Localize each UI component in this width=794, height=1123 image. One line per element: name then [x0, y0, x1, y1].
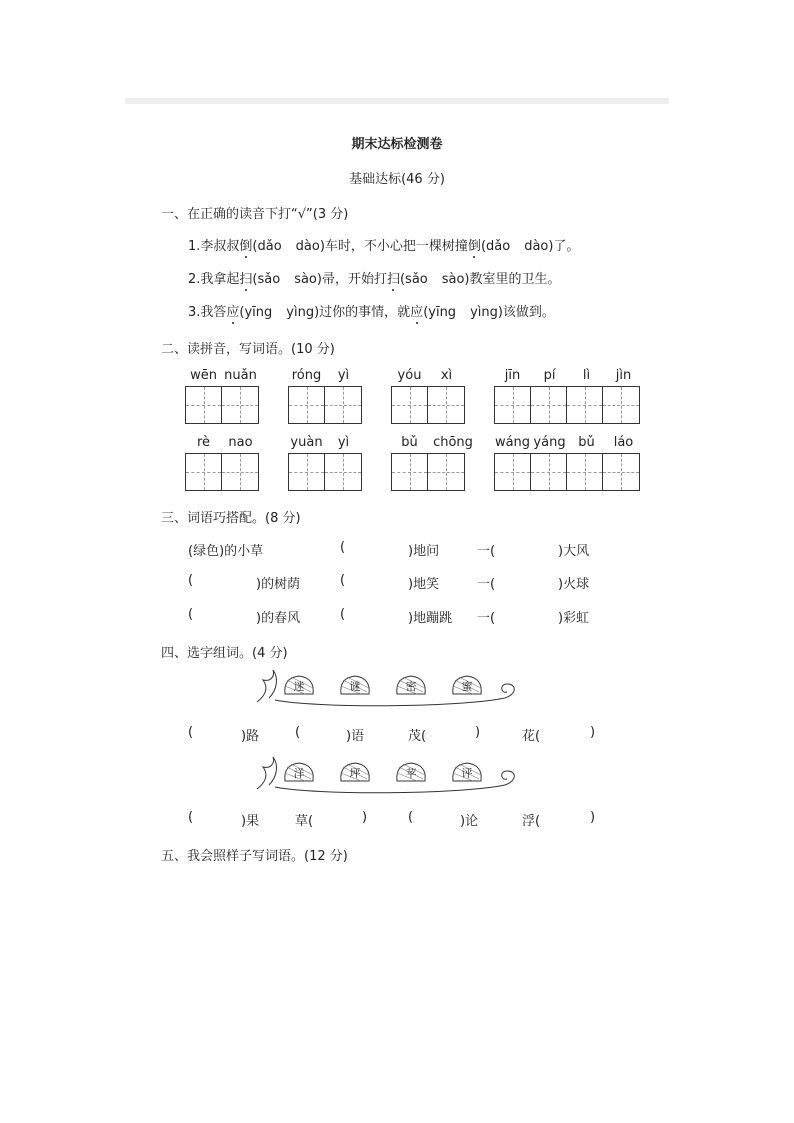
match-cell: )彩虹: [558, 611, 590, 626]
item-text: sào)教室里的卫生。: [441, 272, 561, 287]
pinyin-syllable: rè: [196, 435, 211, 450]
character-banner-1: [255, 668, 520, 708]
item-text: dào)了。: [524, 239, 580, 254]
word-part: )果: [241, 814, 260, 829]
word-part: )路: [241, 729, 260, 744]
match-cell: )地笑: [408, 577, 440, 592]
pinyin-syllable: yuàn: [290, 435, 323, 450]
pinyin-syllable: chōng: [433, 435, 473, 450]
writing-grid[interactable]: [494, 453, 640, 491]
word-part[interactable]: 浮(: [522, 814, 541, 829]
match-cell: )地问: [408, 544, 440, 559]
pinyin-syllable: nuǎn: [224, 368, 257, 383]
banner-char: 洋: [293, 767, 305, 780]
pinyin-syllable: pí: [543, 368, 556, 383]
banner-char: 评: [461, 767, 473, 780]
writing-grid[interactable]: [288, 453, 362, 491]
dotted-char: 扫: [239, 268, 252, 287]
page-title: 期末达标检测卷: [351, 137, 443, 152]
section1-heading: 一、在正确的读音下打“√”(3 分): [161, 207, 349, 222]
pinyin-option: (yīng: [423, 305, 457, 320]
pinyin-syllable: jìn: [615, 368, 632, 383]
word-part[interactable]: 草(: [295, 814, 314, 829]
banner-char: 谜: [349, 680, 361, 693]
match-cell[interactable]: 一(: [477, 577, 496, 592]
pinyin-syllable: lì: [582, 368, 591, 383]
section1-item-1: [188, 235, 579, 254]
top-divider-bar: [125, 98, 669, 104]
banner-char: 苹: [405, 767, 417, 780]
pinyin-syllable: bǔ: [578, 435, 595, 450]
pinyin-option: (sǎo: [252, 272, 281, 287]
section2-heading: 二、读拼音，写词语。(10 分): [161, 342, 335, 357]
section1-item-2: [188, 268, 561, 287]
pinyin-syllable: yáng: [533, 435, 566, 450]
match-cell: )的春风: [256, 611, 301, 626]
pinyin-option: (yīng: [239, 305, 273, 320]
writing-grid[interactable]: [391, 453, 465, 491]
item-text: 1.李叔叔: [188, 239, 240, 254]
pinyin-option: (dǎo: [480, 239, 511, 254]
word-part: )论: [460, 814, 479, 829]
section4-heading: 四、选字组词。(4 分): [161, 646, 288, 661]
match-cell[interactable]: (: [340, 540, 346, 555]
item-text: 2.我拿起: [188, 272, 240, 287]
section5-heading: 五、我会照样子写词语。(12 分): [161, 849, 348, 864]
blank-open[interactable]: (: [295, 725, 301, 740]
writing-grid[interactable]: [185, 453, 259, 491]
match-cell: )的树荫: [256, 577, 301, 592]
match-cell: (绿色)的小草: [188, 544, 264, 559]
dotted-char: 扫: [387, 268, 400, 287]
match-cell: )地蹦跳: [408, 611, 453, 626]
match-cell[interactable]: (: [188, 607, 194, 622]
match-cell[interactable]: 一(: [477, 544, 496, 559]
banner-char: 坪: [349, 767, 361, 780]
word-part[interactable]: 茂(: [408, 729, 427, 744]
section3-heading: 三、词语巧搭配。(8 分): [161, 511, 301, 526]
match-cell[interactable]: (: [340, 573, 346, 588]
writing-grid[interactable]: [494, 386, 640, 424]
word-part[interactable]: 花(: [522, 729, 541, 744]
item-text: yìng)过你的事情，就: [286, 305, 411, 320]
writing-grid[interactable]: [391, 386, 465, 424]
blank-open[interactable]: (: [188, 810, 194, 825]
dotted-char: 应: [410, 301, 423, 320]
item-text: yìng)该做到。: [470, 305, 555, 320]
writing-grid[interactable]: [185, 386, 259, 424]
item-text: dào)车时，不小心把一棵树撞: [295, 239, 468, 254]
pinyin-syllable: jīn: [504, 368, 521, 383]
pinyin-syllable: yì: [337, 435, 350, 450]
banner-char: 迷: [293, 680, 305, 693]
banner-char: 密: [405, 680, 417, 693]
blank-open[interactable]: (: [408, 810, 414, 825]
pinyin-syllable: bǔ: [401, 435, 418, 450]
blank-close: ): [590, 725, 596, 740]
match-cell: )大风: [558, 544, 590, 559]
match-cell[interactable]: 一(: [477, 611, 496, 626]
blank-open[interactable]: (: [188, 725, 194, 740]
pinyin-syllable: xì: [440, 368, 453, 383]
pinyin-syllable: láo: [613, 435, 634, 450]
writing-grid[interactable]: [288, 386, 362, 424]
item-text: 3.我答: [188, 305, 227, 320]
section1-item-3: [188, 301, 555, 320]
match-cell[interactable]: (: [188, 573, 194, 588]
blank-close: ): [475, 725, 481, 740]
blank-close: ): [590, 810, 596, 825]
page-subtitle: 基础达标(46 分): [349, 172, 445, 187]
pinyin-syllable: nao: [228, 435, 253, 450]
match-cell[interactable]: (: [340, 607, 346, 622]
match-cell: )火球: [558, 577, 590, 592]
pinyin-option: (sǎo: [399, 272, 428, 287]
pinyin-option: (dǎo: [252, 239, 282, 254]
pinyin-syllable: yóu: [397, 368, 422, 383]
word-part: )语: [346, 729, 365, 744]
character-banner-2: [255, 755, 520, 795]
item-text: sào)帚，开始打: [294, 272, 387, 287]
dotted-char: 倒: [239, 235, 252, 254]
blank-close: ): [362, 810, 368, 825]
pinyin-syllable: róng: [291, 368, 322, 383]
dotted-char: 应: [226, 301, 239, 320]
banner-char: 蜜: [461, 680, 473, 693]
pinyin-syllable: wáng: [494, 435, 531, 450]
dotted-char: 倒: [468, 235, 481, 254]
pinyin-syllable: wēn: [190, 368, 217, 383]
pinyin-syllable: yì: [337, 368, 350, 383]
